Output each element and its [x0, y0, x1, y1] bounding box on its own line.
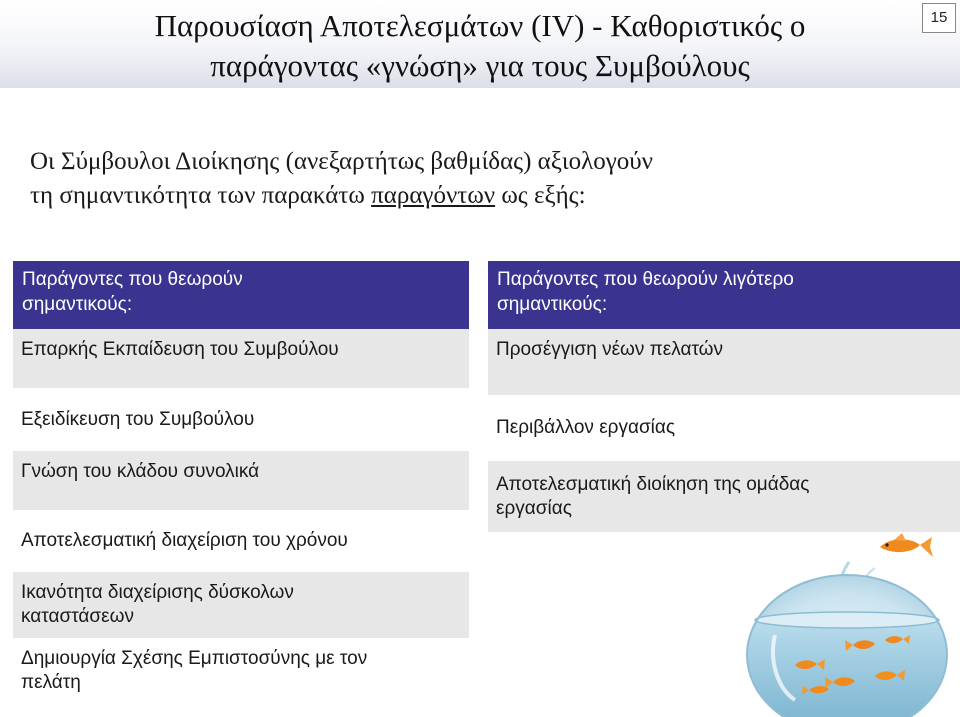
goldfish-jumping-image	[876, 531, 934, 561]
important-header-line-2: σημαντικούς:	[22, 294, 133, 315]
important-item	[13, 510, 469, 572]
title-line-2: παράγοντας «γνώση» για τους Συμβούλους	[210, 48, 750, 83]
important-item-label: Δημιουργία Σχέσης Εμπιστοσύνης με τον	[21, 648, 368, 669]
intro-line-2-pre: τη σημαντικότητα των παρακάτω	[30, 182, 372, 209]
important-item	[13, 329, 469, 388]
less-important-item-label: Περιβάλλον εργασίας	[496, 417, 676, 438]
less-important-item-label-cont: εργασίας	[496, 497, 572, 519]
page-number: 15	[922, 3, 956, 33]
less-important-header-line-1: Παράγοντες που θεωρούν λιγότερο	[497, 269, 794, 290]
intro-line-2-post: ως εξής:	[495, 182, 586, 209]
important-item	[13, 572, 469, 638]
slide-title	[0, 6, 960, 86]
fishbowl-image	[735, 560, 960, 717]
important-item-label: Αποτελεσματική διαχείριση του χρόνου	[21, 530, 348, 551]
intro-line-2	[30, 179, 653, 213]
important-item-label-cont: πελάτη	[21, 672, 81, 693]
less-important-item-label: Προσέγγιση νέων πελατών	[496, 339, 724, 360]
less-important-factors-table	[488, 261, 960, 532]
title-line-1: Παρουσίαση Αποτελεσμάτων (IV) - Καθοριστικός ο	[154, 8, 806, 43]
intro-text	[30, 145, 653, 213]
less-important-item	[488, 461, 960, 532]
less-important-header-line-2: σημαντικούς:	[497, 294, 608, 315]
important-factors-table	[13, 261, 469, 704]
important-item	[13, 638, 469, 704]
important-factors-header	[13, 261, 469, 329]
intro-underlined-word: παραγόντων	[371, 182, 496, 209]
less-important-item	[488, 329, 960, 395]
important-item-label-cont: καταστάσεων	[21, 606, 134, 627]
important-item-label: Ικανότητα διαχείρισης δύσκολων	[21, 582, 294, 603]
important-item	[13, 451, 469, 510]
less-important-item-label: Αποτελεσματική διοίκηση της ομάδας	[496, 473, 810, 495]
less-important-item	[488, 395, 960, 461]
intro-line-1: Οι Σύμβουλοι Διοίκησης (ανεξαρτήτως βαθμίδας) αξιολογούν	[30, 148, 653, 175]
important-item	[13, 388, 469, 451]
less-important-factors-header	[488, 261, 960, 329]
important-item-label: Γνώση του κλάδου συνολικά	[21, 461, 260, 482]
important-header-line-1: Παράγοντες που θεωρούν	[22, 269, 243, 290]
important-item-label: Επαρκής Εκπαίδευση του Συμβούλου	[21, 339, 339, 360]
important-item-label: Εξειδίκευση του Συμβούλου	[21, 408, 255, 430]
